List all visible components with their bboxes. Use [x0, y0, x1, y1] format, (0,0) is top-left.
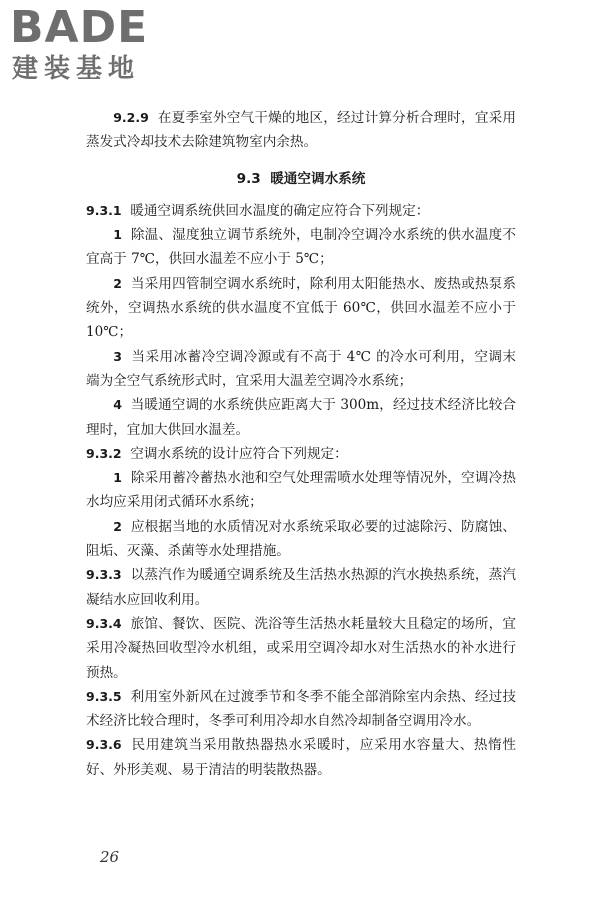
item-number: 3 [113, 348, 122, 364]
clause-text: 民用建筑当采用散热器热水采暖时，应采用水容量大、热惰性好、外形美观、易于清洁的明装散热器。 [86, 737, 516, 778]
item-text: 当采用冰蓄冷空调冷源或有不高于 4℃ 的冷水可利用，空调末端为全空气系统形式时，宜采用大温差空调冷水系统； [86, 348, 516, 389]
clause-text: 空调水系统的设计应符合下列规定： [130, 445, 348, 462]
page-number: 26 [100, 848, 120, 866]
clause-number: 9.3.6 [86, 737, 122, 753]
logo [10, 4, 185, 89]
clause-number: 9.3.1 [86, 202, 122, 218]
document-body [86, 106, 516, 782]
clause-text: 旅馆、餐饮、医院、洗浴等生活热水耗量较大且稳定的场所，宜采用冷凝热回收型冷水机组，或采用空调冷却水对生活热水的补水进行预热。 [86, 615, 516, 681]
clause-text: 利用室外新风在过渡季节和冬季不能全部消除室内余热、经过技术经济比较合理时，冬季可利用冷却水自然冷却制备空调用冷水。 [86, 688, 516, 730]
clause-number: 9.3.5 [86, 688, 122, 704]
item-text: 应根据当地的水质情况对水系统采取必要的过滤除污、防腐蚀、阻垢、灭藻、杀菌等水处理措施。 [86, 518, 516, 560]
item-text: 当暖通空调的水系统供应距离大于 300m，经过技术经济比较合理时，宜加大供回水温差。 [86, 397, 516, 438]
clause-9-3-3 [86, 563, 516, 612]
list-item [86, 272, 516, 345]
item-text: 当采用四管制空调水系统时，除利用太阳能热水、废热或热泵系统外，空调热水系统的供水温度不宜低于 60℃，供回水温差不应小于 10℃； [86, 275, 516, 341]
section-heading [86, 167, 516, 191]
item-number: 1 [113, 227, 122, 243]
item-number: 2 [113, 518, 122, 534]
item-number: 2 [113, 275, 122, 291]
list-item [86, 515, 516, 564]
logo-brand-text: BADE [10, 2, 149, 53]
list-item [86, 466, 516, 515]
clause-number: 9.3.2 [86, 445, 122, 461]
list-item [86, 345, 516, 394]
clause-text: 在夏季室外空气干燥的地区，经过计算分析合理时，宜采用蒸发式冷却技术去除建筑物室内余热。 [86, 110, 516, 151]
item-number: 4 [113, 397, 122, 413]
item-text: 除采用蓄冷蓄热水池和空气处理需喷水处理等情况外，空调冷热水均应采用闭式循环水系统； [86, 470, 516, 511]
clause-9-3-6 [86, 733, 516, 782]
clause-9-3-5 [86, 685, 516, 734]
clause-number: 9.3.4 [86, 615, 122, 631]
section-number: 9.3 [236, 170, 261, 187]
item-number: 1 [113, 470, 122, 486]
item-text: 除温、湿度独立调节系统外，电制冷空调冷水系统的供水温度不宜高于 7℃，供回水温差不应小于 5℃； [86, 227, 516, 268]
clause-9-3-1 [86, 199, 516, 223]
clause-text: 以蒸汽作为暖通空调系统及生活热水热源的汽水换热系统，蒸汽凝结水应回收利用。 [86, 567, 516, 608]
clause-number: 9.2.9 [113, 110, 149, 125]
list-item [86, 393, 516, 442]
clause-9-2-9 [86, 106, 516, 155]
section-title: 暖通空调水系统 [270, 170, 366, 187]
clause-number: 9.3.3 [86, 567, 122, 583]
clause-text: 暖通空调系统供回水温度的确定应符合下列规定： [130, 202, 430, 219]
clause-9-3-2 [86, 442, 516, 466]
logo-sub-text: 建装基地 [12, 54, 141, 84]
clause-9-3-4 [86, 612, 516, 685]
list-item [86, 223, 516, 272]
